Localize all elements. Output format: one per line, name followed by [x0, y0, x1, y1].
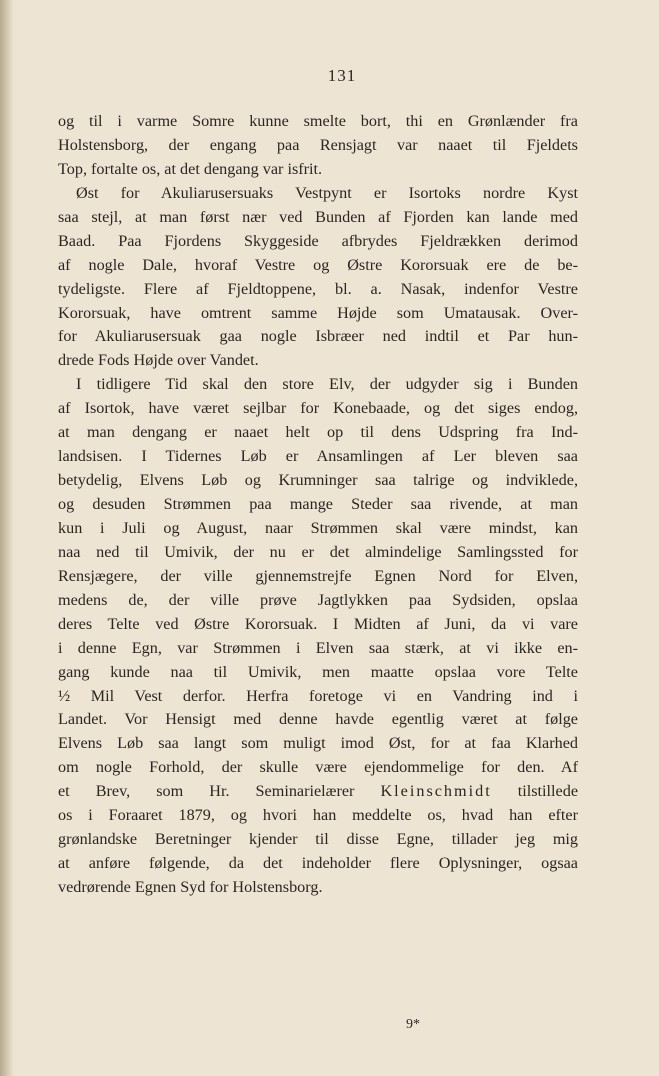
- text-line: og til i varme Somre kunne smelte bort, thi en Grønlænder fra: [58, 112, 578, 130]
- text-line: at man dengang er naaet helt op til dens Udspring fra Ind-: [58, 423, 578, 442]
- text-line: af Isortok, have været sejlbar for Konebaade, og det siges endog,: [58, 399, 578, 418]
- person-name-spaced: Kleinschmidt: [380, 782, 492, 801]
- text-line: Kororsuak, have omtrent samme Højde som Umatausak. Over-: [58, 303, 578, 322]
- body-text: [58, 110, 578, 900]
- text-line: medens de, der ville prøve Jagtlykken paa Sydsiden, opslaa: [58, 590, 578, 609]
- text-line: saa stejl, at man først nær ved Bunden af Fjorden kan lande med: [58, 207, 578, 226]
- book-spine-edge: [0, 0, 14, 1076]
- text-line: drede Fods Højde over Vandet.: [58, 351, 259, 370]
- text-line: betydelig, Elvens Løb og Krumninger saa talrige og indviklede,: [58, 471, 578, 490]
- text-line: Holstensborg, der engang paa Rensjagt var naaet til Fjeldets: [58, 135, 578, 154]
- text-line: gang kunde naa til Umivik, men maatte opslaa vore Telte: [58, 662, 578, 681]
- text-line: deres Telte ved Østre Kororsuak. I Midten af Juni, da vi vare: [58, 614, 578, 633]
- text-line: ½ Mil Vest derfor. Herfra foretoge vi en Vandring ind i: [58, 686, 578, 705]
- page-number: 131: [327, 66, 357, 85]
- text-line: Rensjægere, der ville gjennemstrejfe Egnen Nord for Elven,: [58, 566, 578, 585]
- text-line: Baad. Paa Fjordens Skyggeside afbrydes Fjeldrækken derimod: [58, 231, 578, 250]
- text-line: os i Foraaret 1879, og hvori han meddelte os, hvad han efter: [58, 806, 578, 825]
- text-line: for Akuliarusersuak gaa nogle Isbræer ned indtil et Par hun-: [58, 327, 578, 346]
- signature-mark: 9*: [406, 1017, 420, 1032]
- text-line: i denne Egn, var Strømmen i Elven saa stærk, at vi ikke en-: [58, 638, 578, 657]
- text-line: Landet. Vor Hensigt med denne havde egentlig været at følge: [58, 710, 578, 729]
- text-line: Elvens Løb saa langt som muligt imod Øst, for at faa Klarhed: [58, 734, 578, 753]
- text-line: vedrørende Egnen Syd for Holstensborg.: [58, 878, 323, 896]
- text-line: at anføre følgende, da det indeholder flere Oplysninger, ogsaa: [58, 854, 578, 873]
- text-line: Top, fortalte os, at det dengang var isfrit.: [58, 159, 323, 178]
- text-line: naa ned til Umivik, der nu er det almindelige Samlingssted for: [58, 542, 578, 561]
- text-line-with-spaced-name: [58, 780, 578, 804]
- text-line: Øst for Akuliarusersuaks Vestpynt er Isortoks nordre Kyst: [76, 183, 578, 202]
- text-segment: et Brev, som Hr. Seminarielærer: [58, 782, 355, 801]
- text-line: I tidligere Tid skal den store Elv, der udgyder sig i Bunden: [76, 375, 578, 394]
- text-line: tydeligste. Flere af Fjeldtoppene, bl. a. Nasak, indenfor Vestre: [58, 279, 578, 298]
- text-line: kun i Juli og August, naar Strømmen skal være mindst, kan: [58, 518, 578, 537]
- text-line: grønlandske Beretninger kjender til disse Egne, tillader jeg mig: [58, 830, 578, 849]
- text-line: og desuden Strømmen paa mange Steder saa rivende, at man: [58, 495, 578, 513]
- text-segment: tilstillede: [517, 782, 579, 801]
- text-line: af nogle Dale, hvoraf Vestre og Østre Kororsuak ere de be-: [58, 255, 578, 274]
- text-line: landsisen. I Tidernes Løb er Ansamlingen af Ler bleven saa: [58, 447, 578, 466]
- text-line: om nogle Forhold, der skulle være ejendommelige for den. Af: [58, 758, 578, 777]
